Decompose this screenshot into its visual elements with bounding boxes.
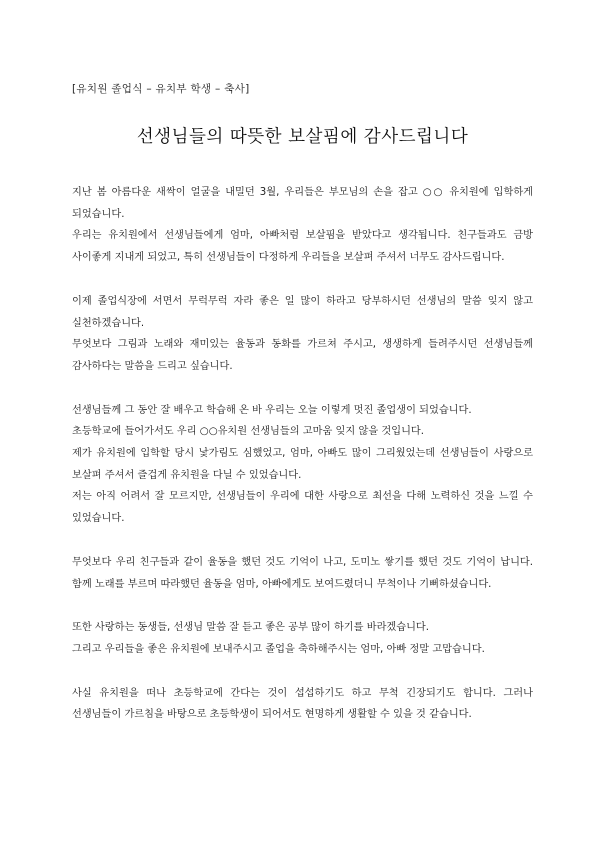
paragraph: 그리고 우리들을 좋은 유치원에 보내주시고 졸업을 축하해주시는 엄마, 아빠 정말 고맙습니다. <box>72 643 485 655</box>
document-category-label: [유치원 졸업식 – 유치부 학생 – 축사] <box>72 83 250 95</box>
paragraph: 또한 사랑하는 동생들, 선생님 말씀 잘 듣고 좋은 공부 많이 하기를 바라겠습니다. <box>72 622 430 634</box>
paragraph: 무엇보다 우리 친구들과 같이 율동을 했던 것도 기억이 나고, 도미노 쌓기를 했던 것도 기억이 납니다. 함께 노래를 부르며 따라했던 율동을 엄마, 아빠에게도 보여드렸더니 무척이나 기뻐하셨습니다. <box>72 556 533 590</box>
paragraph: 이제 졸업식장에 서면서 무럭무럭 자라 좋은 일 많이 하라고 당부하시던 선생님의 말씀 잊지 않고 실천하겠습니다. <box>72 295 533 329</box>
paragraph: 우리는 유치원에서 선생님들에게 엄마, 아빠처럼 보살핌을 받았다고 생각됩니다. 친구들과도 금방 사이좋게 지내게 되었고, 특히 선생님들이 다정하게 우리들을 보살펴 주셔서 너무도 감사드립니다. <box>72 230 533 264</box>
paragraph: 저는 아직 어려서 잘 모르지만, 선생님들이 우리에 대한 사랑으로 최선을 다해 노력하신 것을 느낄 수 있었습니다. <box>72 491 533 525</box>
paragraph-section-5 <box>72 617 533 660</box>
paragraph-section-1 <box>72 182 533 269</box>
paragraph: 제가 유치원에 입학할 당시 낯가림도 심했었고, 엄마, 아빠도 많이 그리웠었는데 선생님들이 사랑으로 보살펴 주셔서 즐겁게 유치원을 다닐 수 있었습니다. <box>72 448 533 481</box>
paragraph: 초등학교에 들어가서도 우리 ○○유치원 선생님들의 고마움 잊지 않을 것입니다. <box>72 426 424 438</box>
paragraph: 무엇보다 그림과 노래와 재미있는 율동과 동화를 가르쳐 주시고, 생생하게 들려주시던 선생님들께 감사하다는 말씀을 드리고 싶습니다. <box>72 339 533 372</box>
paragraph: 선생님들께 그 동안 잘 배우고 학습해 온 바 우리는 오늘 이렇게 멋진 졸업생이 되었습니다. <box>72 404 472 416</box>
paragraph-section-4 <box>72 552 533 595</box>
paragraph: 사실 유치원을 떠나 초등학교에 간다는 것이 섭섭하기도 하고 무척 긴장되기도 합니다. 그러나 선생님들이 가르침을 바탕으로 초등학생이 되어서도 현명하게 생활할 수 있을 것 같습니다. <box>72 687 533 721</box>
paragraph: 지난 봄 아름다운 새싹이 얼굴을 내밀던 3월, 우리들은 부모님의 손을 잡고 ○○ 유치원에 입학하게 되었습니다. <box>72 187 533 220</box>
paragraph-section-6 <box>72 683 533 726</box>
paragraph-section-3 <box>72 400 533 530</box>
document-title: 선생님들의 따뜻한 보살핌에 감사드립니다 <box>136 127 469 147</box>
paragraph-section-2 <box>72 291 533 378</box>
